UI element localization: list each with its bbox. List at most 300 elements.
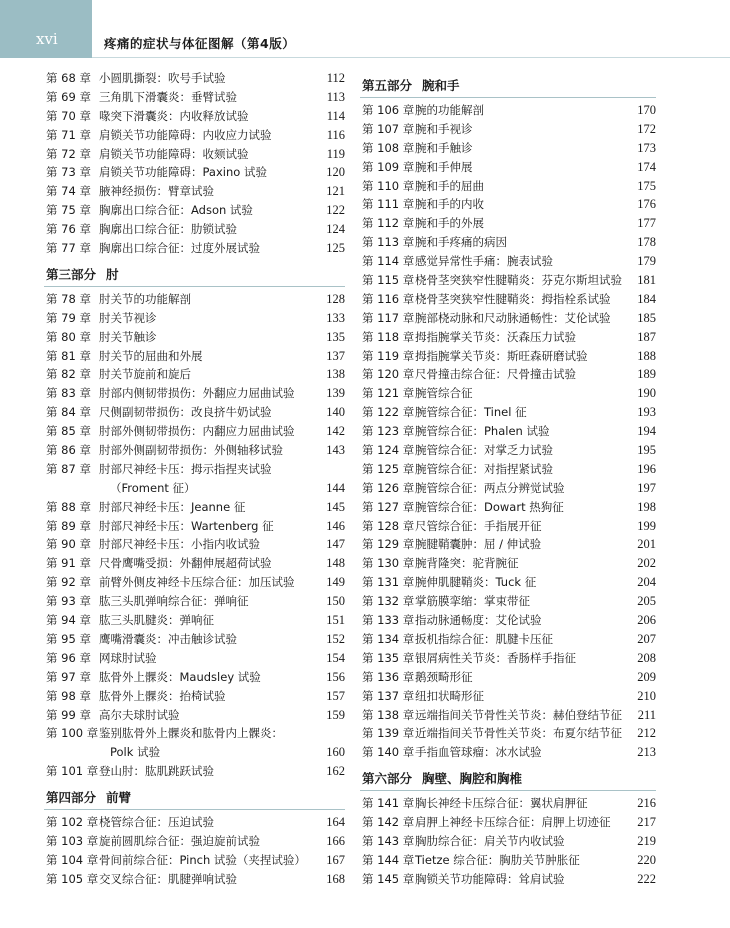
chapter-title: 尺骨撞击综合征：尺骨撞击试验 xyxy=(415,367,576,382)
chapter-number: 第 120 章 xyxy=(362,367,415,382)
chapter-title: 桡骨茎突狭窄性腱鞘炎：芬克尔斯坦试验 xyxy=(415,273,622,288)
chapter-number: 第 125 章 xyxy=(362,461,415,476)
toc-entry xyxy=(44,422,345,441)
chapter-number: 第 79 章 xyxy=(46,310,91,325)
chapter-number: 第 137 章 xyxy=(362,688,415,703)
chapter-number: 第 114 章 xyxy=(362,254,415,269)
toc-entry xyxy=(44,88,345,107)
page-reference: 119 xyxy=(326,146,345,161)
section-heading xyxy=(44,788,345,810)
chapter-number: 第 133 章 xyxy=(362,613,415,628)
chapter-title: 腕管综合征：两点分辨觉试验 xyxy=(415,480,565,495)
page-reference: 121 xyxy=(326,184,345,199)
chapter-title: 腕和手伸展 xyxy=(415,159,473,174)
page-reference: 173 xyxy=(637,140,656,155)
chapter-title: 腕和手的内收 xyxy=(415,197,484,212)
toc-entry xyxy=(44,441,345,460)
book-title: 疼痛的症状与体征图解（第4版） xyxy=(104,36,296,51)
page-reference: 208 xyxy=(637,650,656,665)
toc-entry xyxy=(360,630,656,649)
toc-entry xyxy=(44,220,345,239)
toc-entry xyxy=(44,630,345,649)
chapter-title: 指动脉通畅度：艾伦试验 xyxy=(415,613,542,628)
chapter-number: 第 123 章 xyxy=(362,424,415,439)
page-reference: 142 xyxy=(326,424,345,439)
chapter-title: 尺侧副韧带损伤：改良挤牛奶试验 xyxy=(99,405,272,420)
chapter-number: 第 72 章 xyxy=(46,146,91,161)
header-divider xyxy=(92,57,730,58)
page-reference: 188 xyxy=(637,348,656,363)
page-reference: 160 xyxy=(326,745,345,760)
chapter-title: （Froment 征） xyxy=(110,480,196,495)
page-reference: 179 xyxy=(637,254,656,269)
toc-entry xyxy=(360,422,656,441)
chapter-title: 肘关节触诊 xyxy=(99,329,157,344)
page-reference: 189 xyxy=(637,367,656,382)
page-reference: 211 xyxy=(637,707,656,722)
toc-entry xyxy=(44,460,345,479)
toc-entry xyxy=(44,290,345,309)
chapter-title: 腕管综合征：Phalen 试验 xyxy=(415,424,550,439)
toc-entry xyxy=(360,611,656,630)
chapter-title: 尺骨鹰嘴受损：外翻伸展超荷试验 xyxy=(99,556,272,571)
section-title: 前臂 xyxy=(106,790,132,806)
toc-entry xyxy=(360,460,656,479)
chapter-number: 第 98 章 xyxy=(46,688,91,703)
chapter-title: 掌筋膜挛缩：掌束带征 xyxy=(415,594,530,609)
toc-entry xyxy=(360,365,656,384)
chapter-title: 腕管综合征 xyxy=(415,386,473,401)
page-reference: 205 xyxy=(637,594,656,609)
page-reference: 125 xyxy=(326,241,345,256)
page-reference: 172 xyxy=(637,121,656,136)
chapter-title: 腕管综合征：对掌乏力试验 xyxy=(415,443,553,458)
chapter-number: 第 115 章 xyxy=(362,273,415,288)
toc-entry xyxy=(360,139,656,158)
toc-entry xyxy=(360,706,656,725)
page-reference: 217 xyxy=(637,815,656,830)
chapter-title: 感觉异常性手痛：腕表试验 xyxy=(415,254,553,269)
toc-left-column xyxy=(44,69,345,889)
toc-entry xyxy=(360,290,656,309)
page-reference: 157 xyxy=(326,688,345,703)
chapter-number: 第 128 章 xyxy=(362,518,415,533)
toc-entry xyxy=(360,328,656,347)
page-reference: 201 xyxy=(637,537,656,552)
chapter-title: 尺管综合征：手指展开征 xyxy=(415,518,542,533)
chapter-title: 腕和手疼痛的病因 xyxy=(415,235,507,250)
chapter-number: 第 141 章 xyxy=(362,796,415,811)
page-reference: 199 xyxy=(637,518,656,533)
chapter-number: 第 136 章 xyxy=(362,669,415,684)
chapter-title: 高尔夫球肘试验 xyxy=(99,707,180,722)
page-reference: 112 xyxy=(326,71,345,85)
chapter-title: 前臂外侧皮神经卡压综合征：加压试验 xyxy=(99,575,295,590)
page-reference: 162 xyxy=(326,764,345,779)
toc-entry xyxy=(360,573,656,592)
toc-entry xyxy=(360,870,656,889)
chapter-number: 第 71 章 xyxy=(46,127,91,142)
chapter-number: 第 97 章 xyxy=(46,669,91,684)
chapter-number: 第 95 章 xyxy=(46,631,91,646)
page-reference: 195 xyxy=(637,443,656,458)
chapter-title: 肩锁关节功能障碍：收颏试验 xyxy=(99,146,249,161)
chapter-number: 第 144 章 xyxy=(362,852,415,867)
page-reference: 187 xyxy=(637,329,656,344)
toc-entry xyxy=(360,832,656,851)
chapter-title: 纽扣状畸形征 xyxy=(415,688,484,703)
page-reference: 120 xyxy=(326,165,345,180)
toc-entry xyxy=(360,724,656,743)
chapter-number: 第 140 章 xyxy=(362,745,415,760)
page-reference: 175 xyxy=(637,178,656,193)
section-heading xyxy=(360,76,656,98)
toc-entry xyxy=(360,535,656,554)
toc-entry xyxy=(44,762,345,781)
toc-entry xyxy=(44,239,345,258)
section-part-number: 第三部分 xyxy=(46,266,97,282)
chapter-title: 腕管综合征：Dowart 热狗征 xyxy=(415,499,564,514)
page-reference: 137 xyxy=(326,348,345,363)
toc-entry xyxy=(44,592,345,611)
page-reference: 144 xyxy=(326,480,345,495)
toc-entry xyxy=(44,309,345,328)
page-reference: 156 xyxy=(326,669,345,684)
chapter-number: 第 68 章 xyxy=(46,71,91,85)
page-reference: 174 xyxy=(637,159,656,174)
chapter-number: 第 101 章 xyxy=(46,764,99,779)
chapter-title: 腕管综合征：Tinel 征 xyxy=(415,405,527,420)
chapter-number: 第 131 章 xyxy=(362,575,415,590)
chapter-number: 第 111 章 xyxy=(362,197,415,212)
page-reference: 135 xyxy=(326,329,345,344)
page-reference: 159 xyxy=(326,707,345,722)
section-part-number: 第五部分 xyxy=(362,78,413,93)
section-title: 腕和手 xyxy=(422,78,460,93)
toc-entry xyxy=(44,517,345,536)
chapter-title: 肱骨外上髁炎：抬椅试验 xyxy=(99,688,226,703)
chapter-number: 第 118 章 xyxy=(362,329,415,344)
page-reference: 176 xyxy=(637,197,656,212)
chapter-number: 第 105 章 xyxy=(46,871,99,886)
toc-entry xyxy=(360,252,656,271)
chapter-number: 第 130 章 xyxy=(362,556,415,571)
chapter-number: 第 82 章 xyxy=(46,367,91,382)
toc-entry xyxy=(360,851,656,870)
page-reference: 170 xyxy=(637,103,656,117)
page-reference: 185 xyxy=(637,310,656,325)
chapter-title: 胸廓出口综合征：Adson 试验 xyxy=(99,203,253,218)
chapter-number: 第 92 章 xyxy=(46,575,91,590)
toc-entry xyxy=(44,813,345,832)
page-reference: 207 xyxy=(637,631,656,646)
chapter-title: 拇指腕掌关节炎：斯旺森研磨试验 xyxy=(415,348,588,363)
toc-entry-continuation xyxy=(44,743,345,762)
chapter-title: 肘部尺神经卡压：Wartenberg 征 xyxy=(99,518,274,533)
page-reference: 145 xyxy=(326,499,345,514)
chapter-title: Polk 试验 xyxy=(110,745,161,760)
toc-entry xyxy=(44,535,345,554)
chapter-number: 第 124 章 xyxy=(362,443,415,458)
toc-entry xyxy=(360,384,656,403)
toc-entry xyxy=(44,347,345,366)
chapter-title: Tietze 综合征：胸肋关节肿胀征 xyxy=(415,852,580,867)
page-reference: 181 xyxy=(637,273,656,288)
chapter-title: 网球肘试验 xyxy=(99,650,157,665)
chapter-number: 第 108 章 xyxy=(362,140,415,155)
chapter-number: 第 142 章 xyxy=(362,815,415,830)
page-reference: 128 xyxy=(326,291,345,306)
chapter-number: 第 127 章 xyxy=(362,499,415,514)
chapter-title: 肘部外侧韧带损伤：内翻应力屈曲试验 xyxy=(99,424,295,439)
page-reference: 213 xyxy=(637,745,656,760)
chapter-number: 第 91 章 xyxy=(46,556,91,571)
page-reference: 140 xyxy=(326,405,345,420)
chapter-number: 第 85 章 xyxy=(46,424,91,439)
section-heading xyxy=(44,265,345,287)
page-reference: 178 xyxy=(637,235,656,250)
chapter-number: 第 89 章 xyxy=(46,518,91,533)
chapter-title: 胸肋综合征：肩关节内收试验 xyxy=(415,833,565,848)
toc-entry xyxy=(360,649,656,668)
page-reference: 166 xyxy=(326,833,345,848)
toc-entry xyxy=(44,870,345,889)
page-reference: 193 xyxy=(637,405,656,420)
chapter-title: 腕和手的屈曲 xyxy=(415,178,484,193)
page-number: xvi xyxy=(0,0,92,58)
toc-entry xyxy=(360,687,656,706)
page-header xyxy=(0,0,730,58)
page-reference: 152 xyxy=(326,631,345,646)
toc-entry xyxy=(360,214,656,233)
chapter-number: 第 75 章 xyxy=(46,203,91,218)
chapter-title: 胸廓出口综合征：肋锁试验 xyxy=(99,222,237,237)
page-reference: 220 xyxy=(637,852,656,867)
chapter-title: 肩锁关节功能障碍：内收应力试验 xyxy=(99,127,272,142)
chapter-title: 远端指间关节骨性关节炎：赫伯登结节征 xyxy=(415,707,622,722)
toc-entry xyxy=(360,794,656,813)
toc-entry xyxy=(44,365,345,384)
toc-entry xyxy=(44,668,345,687)
toc-entry xyxy=(360,120,656,139)
page-reference: 216 xyxy=(637,796,656,811)
toc-entry xyxy=(44,851,345,870)
page-reference: 209 xyxy=(637,669,656,684)
chapter-number: 第 143 章 xyxy=(362,833,415,848)
toc-entry-continuation xyxy=(44,479,345,498)
toc-entry xyxy=(360,554,656,573)
chapter-number: 第 94 章 xyxy=(46,613,91,628)
chapter-number: 第 88 章 xyxy=(46,499,91,514)
toc-entry xyxy=(44,649,345,668)
page-reference: 196 xyxy=(637,461,656,476)
toc-entry xyxy=(360,498,656,517)
chapter-number: 第 93 章 xyxy=(46,594,91,609)
page-reference: 146 xyxy=(326,518,345,533)
chapter-title: 扳机指综合征：肌腱卡压征 xyxy=(415,631,553,646)
page-reference: 148 xyxy=(326,556,345,571)
chapter-title: 喙突下滑囊炎：内收释放试验 xyxy=(99,108,249,123)
chapter-title: 肘关节视诊 xyxy=(99,310,157,325)
chapter-title: 肱三头肌腱炎：弹响征 xyxy=(99,613,214,628)
toc-entry xyxy=(44,182,345,201)
chapter-number: 第 116 章 xyxy=(362,291,415,306)
chapter-title: 肘部内侧韧带损伤：外翻应力屈曲试验 xyxy=(99,386,295,401)
chapter-number: 第 87 章 xyxy=(46,461,91,476)
page-reference: 122 xyxy=(326,203,345,218)
toc-entry xyxy=(44,403,345,422)
page-reference: 139 xyxy=(326,386,345,401)
chapter-title: 肘关节的功能解剖 xyxy=(99,291,191,306)
page-reference: 190 xyxy=(637,386,656,401)
chapter-title: 鉴别肱骨外上髁炎和肱骨内上髁炎： xyxy=(99,726,283,741)
section-title: 肘 xyxy=(106,266,119,282)
page-reference: 197 xyxy=(637,480,656,495)
chapter-number: 第 110 章 xyxy=(362,178,415,193)
chapter-number: 第 100 章 xyxy=(46,726,99,741)
page-reference: 167 xyxy=(326,852,345,867)
chapter-number: 第 121 章 xyxy=(362,386,415,401)
chapter-number: 第 103 章 xyxy=(46,833,99,848)
section-part-number: 第六部分 xyxy=(362,771,413,787)
page-reference: 149 xyxy=(326,575,345,590)
chapter-number: 第 119 章 xyxy=(362,348,415,363)
page-reference: 143 xyxy=(326,443,345,458)
toc-right-column xyxy=(360,69,656,889)
page-reference: 114 xyxy=(326,108,345,123)
chapter-number: 第 69 章 xyxy=(46,89,91,104)
chapter-title: 肘部尺神经卡压：小指内收试验 xyxy=(99,537,260,552)
chapter-title: 腕背隆突：驼背腕征 xyxy=(415,556,519,571)
chapter-title: 银屑病性关节炎：香肠样手指征 xyxy=(415,650,576,665)
toc-entry xyxy=(44,69,345,88)
toc-entry xyxy=(360,592,656,611)
chapter-title: 腕和手的外展 xyxy=(415,216,484,231)
page-reference: 210 xyxy=(637,688,656,703)
chapter-title: 鹰嘴滑囊炎：冲击触诊试验 xyxy=(99,631,237,646)
toc-entry xyxy=(44,201,345,220)
chapter-title: 肱三头肌弹响综合征：弹响征 xyxy=(99,594,249,609)
chapter-title: 肘关节的屈曲和外展 xyxy=(99,348,203,363)
toc-entry xyxy=(360,517,656,536)
chapter-number: 第 86 章 xyxy=(46,443,91,458)
toc-entry xyxy=(360,479,656,498)
chapter-number: 第 104 章 xyxy=(46,852,99,867)
chapter-number: 第 135 章 xyxy=(362,650,415,665)
chapter-title: 登山肘：肱肌跳跃试验 xyxy=(99,764,214,779)
chapter-number: 第 84 章 xyxy=(46,405,91,420)
chapter-title: 肩锁关节功能障碍：Paxino 试验 xyxy=(99,165,267,180)
chapter-number: 第 76 章 xyxy=(46,222,91,237)
toc-entry xyxy=(44,706,345,725)
chapter-title: 肘部外侧副韧带损伤：外侧轴移试验 xyxy=(99,443,283,458)
page-reference: 219 xyxy=(637,833,656,848)
toc-entry xyxy=(360,441,656,460)
toc-entry xyxy=(360,158,656,177)
chapter-title: 三角肌下滑囊炎：垂臂试验 xyxy=(99,89,237,104)
chapter-title: 胸廓出口综合征：过度外展试验 xyxy=(99,241,260,256)
chapter-title: 肩胛上神经卡压综合征：肩胛上切迹征 xyxy=(415,815,611,830)
toc-entry xyxy=(44,163,345,182)
toc-entry xyxy=(360,271,656,290)
chapter-number: 第 78 章 xyxy=(46,291,91,306)
chapter-title: 胸锁关节功能障碍：耸肩试验 xyxy=(415,871,565,886)
chapter-number: 第 132 章 xyxy=(362,594,415,609)
chapter-title: 小圆肌撕裂：吹号手试验 xyxy=(99,71,226,85)
chapter-title: 骨间前综合征：Pinch 试验（夹捏试验） xyxy=(99,852,306,867)
chapter-title: 腕部桡动脉和尺动脉通畅性：艾伦试验 xyxy=(415,310,611,325)
chapter-title: 肱骨外上髁炎：Maudsley 试验 xyxy=(99,669,261,684)
chapter-title: 旋前圆肌综合征：强迫旋前试验 xyxy=(99,833,260,848)
section-part-number: 第四部分 xyxy=(46,790,97,806)
chapter-title: 交叉综合征：肌腱弹响试验 xyxy=(99,871,237,886)
chapter-number: 第 138 章 xyxy=(362,707,415,722)
page-reference: 168 xyxy=(326,871,345,886)
chapter-title: 腕和手视诊 xyxy=(415,121,473,136)
chapter-number: 第 112 章 xyxy=(362,216,415,231)
chapter-number: 第 96 章 xyxy=(46,650,91,665)
page-reference: 164 xyxy=(326,815,345,830)
page-reference: 133 xyxy=(326,310,345,325)
chapter-number: 第 134 章 xyxy=(362,631,415,646)
toc-entry xyxy=(44,724,345,743)
chapter-number: 第 70 章 xyxy=(46,108,91,123)
toc-entry xyxy=(360,195,656,214)
page-reference: 151 xyxy=(326,613,345,628)
chapter-number: 第 106 章 xyxy=(362,103,415,117)
toc-entry xyxy=(360,403,656,422)
page-reference: 113 xyxy=(326,89,345,104)
page-reference: 147 xyxy=(326,537,345,552)
toc-entry xyxy=(44,145,345,164)
chapter-number: 第 129 章 xyxy=(362,537,415,552)
chapter-number: 第 113 章 xyxy=(362,235,415,250)
toc-entry xyxy=(360,347,656,366)
chapter-number: 第 122 章 xyxy=(362,405,415,420)
chapter-number: 第 99 章 xyxy=(46,707,91,722)
chapter-title: 近端指间关节骨性关节炎：布夏尔结节征 xyxy=(415,726,622,741)
chapter-title: 拇指腕掌关节炎：沃森压力试验 xyxy=(415,329,576,344)
toc-entry xyxy=(360,177,656,196)
toc-entry xyxy=(360,668,656,687)
toc-entry xyxy=(44,687,345,706)
toc-entry xyxy=(360,233,656,252)
toc-entry xyxy=(360,309,656,328)
page-reference: 184 xyxy=(637,291,656,306)
page-reference: 150 xyxy=(326,594,345,609)
chapter-title: 腕管综合征：对指捏紧试验 xyxy=(415,461,553,476)
chapter-number: 第 139 章 xyxy=(362,726,415,741)
chapter-number: 第 102 章 xyxy=(46,815,99,830)
toc-entry xyxy=(44,328,345,347)
page-reference: 198 xyxy=(637,499,656,514)
chapter-number: 第 90 章 xyxy=(46,537,91,552)
page-reference: 202 xyxy=(637,556,656,571)
chapter-title: 胸长神经卡压综合征：翼状肩胛征 xyxy=(415,796,588,811)
toc-entry xyxy=(44,554,345,573)
page-reference: 177 xyxy=(637,216,656,231)
chapter-number: 第 145 章 xyxy=(362,871,415,886)
chapter-number: 第 74 章 xyxy=(46,184,91,199)
chapter-title: 鹅颈畸形征 xyxy=(415,669,473,684)
chapter-number: 第 117 章 xyxy=(362,310,415,325)
toc-entry xyxy=(44,126,345,145)
chapter-number: 第 83 章 xyxy=(46,386,91,401)
page-reference: 154 xyxy=(326,650,345,665)
page-reference: 212 xyxy=(637,726,656,741)
toc-entry xyxy=(44,832,345,851)
toc-entry xyxy=(44,107,345,126)
